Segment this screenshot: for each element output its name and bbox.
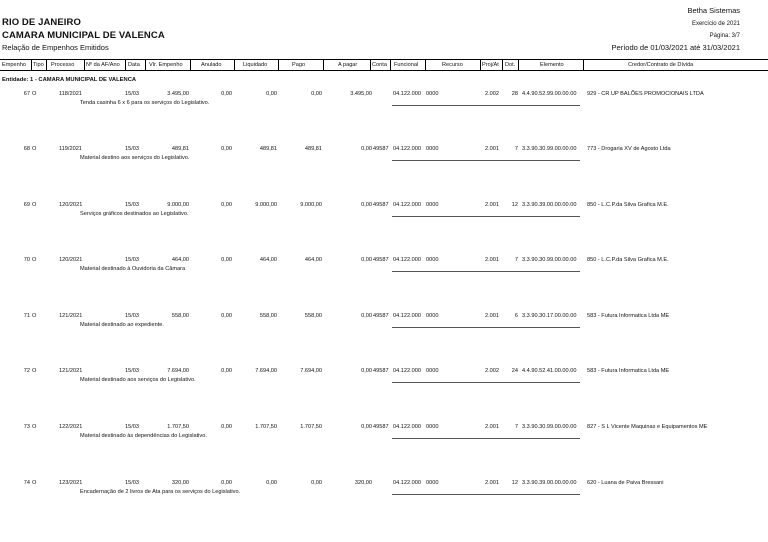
col-separator (583, 60, 584, 70)
table-row (0, 368, 768, 392)
cell-elemento: 3.3.90.30.17.00.00.00 (522, 313, 577, 319)
cell-projat: 2.002 (485, 91, 499, 97)
cell-apagar: 320,00 (354, 480, 372, 486)
cell-conta: 49587 (373, 424, 389, 430)
col-separator (480, 60, 481, 70)
cell-processo: 121/2021 (59, 368, 83, 374)
cell-recurso: 0000 (426, 368, 439, 374)
cell-credor: 620 - Luana de Paiva Bressani (587, 480, 664, 486)
cell-pago: 0,00 (311, 91, 322, 97)
cell-processo: 120/2021 (59, 257, 83, 263)
cell-empenho: 74 (23, 480, 30, 486)
row-description: Encadernação de 2 livros de Ata para os serviços do Legislativo. (80, 488, 241, 495)
col-header-valor: Vlr. Empenho (149, 61, 183, 68)
cell-conta: 49587 (373, 368, 389, 374)
table-row (0, 257, 768, 281)
cell-liquidado: 0,00 (266, 91, 277, 97)
cell-projat: 2.001 (485, 424, 499, 430)
cell-liquidado: 7.694,00 (255, 368, 277, 374)
org-line-1: RIO DE JANEIRO (2, 17, 81, 28)
col-header-dot: Dot. (505, 61, 516, 68)
report-title: Relação de Empenhos Emitidos (2, 43, 109, 52)
cell-elemento: 4.4.90.52.41.00.00.00 (522, 368, 577, 374)
cell-funcional: 04.122.000 (393, 368, 421, 374)
cell-apagar: 3.495,00 (350, 91, 372, 97)
col-separator (31, 60, 32, 70)
col-header-pago: Pago (292, 61, 306, 68)
cell-apagar: 0,00 (361, 313, 372, 319)
cell-empenho: 69 (23, 202, 30, 208)
row-underline (392, 160, 580, 161)
cell-projat: 2.001 (485, 202, 499, 208)
cell-conta: 49587 (373, 146, 389, 152)
cell-valor: 9.000,00 (167, 202, 189, 208)
header-bottom-rule (0, 70, 768, 71)
col-header-af-ano: Nº da AF/Ano (86, 61, 120, 68)
cell-funcional: 04.122.000 (393, 146, 421, 152)
row-underline (392, 216, 580, 217)
col-separator (390, 60, 391, 70)
cell-projat: 2.001 (485, 480, 499, 486)
row-description: Serviços gráficos destinados ao Legislativo. (80, 210, 189, 217)
cell-anulado: 0,00 (221, 313, 232, 319)
col-separator (84, 60, 85, 70)
cell-tipo: O (32, 313, 37, 319)
cell-credor: 850 - L.C.P.da Silva Grafica M.E. (587, 257, 669, 263)
cell-liquidado: 9.000,00 (255, 202, 277, 208)
col-header-funcional: Funcional (394, 61, 419, 68)
cell-credor: 850 - L.C.P.da Silva Grafica M.E. (587, 202, 669, 208)
cell-empenho: 68 (23, 146, 30, 152)
table-row (0, 313, 768, 337)
cell-tipo: O (32, 91, 37, 97)
col-separator (278, 60, 279, 70)
cell-dot: 6 (514, 313, 518, 319)
cell-anulado: 0,00 (221, 480, 232, 486)
cell-credor: 773 - Drogaria XV de Agosto Ltda (587, 146, 671, 152)
page-number: Página: 3/7 (709, 33, 740, 39)
table-row (0, 146, 768, 170)
cell-valor: 558,00 (171, 313, 189, 319)
cell-valor: 464,00 (171, 257, 189, 263)
cell-funcional: 04.122.000 (393, 480, 421, 486)
cell-apagar: 0,00 (361, 424, 372, 430)
col-separator (125, 60, 126, 70)
entity-label: Entidade: 1 - CAMARA MUNICIPAL DE VALENCA (2, 77, 137, 83)
cell-elemento: 3.3.90.30.99.00.00.00 (522, 424, 577, 430)
cell-credor: 929 - CR UP BALÕES PROMOCIONAIS LTDA (587, 91, 704, 97)
cell-projat: 2.001 (485, 313, 499, 319)
row-underline (392, 382, 580, 383)
cell-funcional: 04.122.000 (393, 91, 421, 97)
col-separator (190, 60, 191, 70)
cell-funcional: 04.122.000 (393, 202, 421, 208)
org-line-2: CAMARA MUNICIPAL DE VALENCA (2, 30, 165, 41)
cell-dot: 24 (511, 368, 518, 374)
cell-liquidado: 489,81 (259, 146, 277, 152)
col-header-recurso: Recurso (442, 61, 463, 68)
row-description: Material destinado ao expediente. (80, 321, 164, 328)
cell-recurso: 0000 (426, 313, 439, 319)
cell-empenho: 72 (23, 368, 30, 374)
cell-credor: 583 - Futura Informatica Ltda ME (587, 313, 670, 319)
cell-recurso: 0000 (426, 257, 439, 263)
row-underline (392, 494, 580, 495)
cell-pago: 7.694,00 (300, 368, 322, 374)
row-description: Material destinado às dependências do Legislativo. (80, 432, 207, 439)
col-separator (46, 60, 47, 70)
cell-credor: 583 - Futura Informatica Ltda ME (587, 368, 670, 374)
vendor-name: Betha Sistemas (687, 6, 740, 15)
cell-processo: 119/2021 (59, 146, 82, 152)
col-header-credor: Credor/Contrato de Dívida (628, 61, 694, 68)
cell-apagar: 0,00 (361, 146, 372, 152)
cell-pago: 9.000,00 (300, 202, 322, 208)
cell-dot: 28 (511, 91, 518, 97)
cell-processo: 120/2021 (59, 202, 83, 208)
cell-tipo: O (32, 202, 37, 208)
cell-anulado: 0,00 (221, 202, 232, 208)
cell-empenho: 73 (23, 424, 30, 430)
cell-data: 15/03 (125, 91, 139, 97)
cell-dot: 12 (511, 202, 518, 208)
cell-recurso: 0000 (426, 424, 439, 430)
cell-anulado: 0,00 (221, 257, 232, 263)
table-row (0, 424, 768, 448)
col-separator (518, 60, 519, 70)
cell-anulado: 0,00 (221, 91, 232, 97)
cell-valor: 7.694,00 (167, 368, 189, 374)
col-header-empenho: Empenho (2, 61, 26, 68)
cell-empenho: 67 (23, 91, 30, 97)
row-description: Material destino aos serviços do Legislativo. (80, 154, 190, 161)
cell-liquidado: 0,00 (266, 480, 277, 486)
cell-tipo: O (32, 424, 37, 430)
cell-conta: 49587 (373, 202, 389, 208)
exercise-label: Exercício de 2021 (691, 21, 740, 27)
col-header-projat: Proj/At (482, 61, 499, 68)
row-underline (392, 105, 580, 106)
cell-data: 15/03 (125, 257, 139, 263)
cell-liquidado: 1.707,50 (255, 424, 277, 430)
cell-funcional: 04.122.000 (393, 424, 421, 430)
cell-projat: 2.001 (485, 146, 499, 152)
cell-apagar: 0,00 (361, 368, 372, 374)
cell-funcional: 04.122.000 (393, 257, 421, 263)
cell-dot: 7 (514, 146, 518, 152)
col-header-anulado: Anulado (201, 61, 222, 68)
cell-elemento: 3.3.90.39.00.00.00.00 (522, 202, 577, 208)
cell-recurso: 0000 (426, 202, 439, 208)
cell-data: 15/03 (125, 368, 139, 374)
col-separator (502, 60, 503, 70)
row-description: Material destinado à Ouvidoria da Câmara (80, 265, 186, 272)
cell-anulado: 0,00 (221, 146, 232, 152)
cell-tipo: O (32, 368, 37, 374)
col-header-elemento: Elemento (540, 61, 564, 68)
cell-anulado: 0,00 (221, 368, 232, 374)
cell-empenho: 71 (23, 313, 30, 319)
cell-data: 15/03 (125, 202, 139, 208)
col-separator (234, 60, 235, 70)
cell-tipo: O (32, 480, 37, 486)
cell-processo: 121/2021 (59, 313, 83, 319)
col-header-data: Data (128, 61, 140, 68)
row-description: Tenda casinha 6 x 6 para os serviços do Legislativo. (80, 99, 210, 106)
cell-conta: 49587 (373, 313, 389, 319)
cell-recurso: 0000 (426, 146, 439, 152)
table-row (0, 91, 768, 115)
table-row (0, 202, 768, 226)
col-separator (425, 60, 426, 70)
cell-processo: 123/2021 (59, 480, 83, 486)
cell-valor: 489,81 (171, 146, 189, 152)
cell-pago: 558,00 (304, 313, 322, 319)
cell-apagar: 0,00 (361, 202, 372, 208)
col-header-processo: Processo (51, 61, 75, 68)
cell-pago: 464,00 (304, 257, 322, 263)
col-header-conta: Conta (372, 61, 387, 68)
cell-recurso: 0000 (426, 91, 439, 97)
col-header-tipo: Tipo (33, 61, 44, 68)
row-underline (392, 271, 580, 272)
cell-funcional: 04.122.000 (393, 313, 421, 319)
cell-data: 15/03 (125, 313, 139, 319)
cell-empenho: 70 (23, 257, 30, 263)
cell-elemento: 3.3.90.39.00.00.00.00 (522, 480, 577, 486)
col-separator (145, 60, 146, 70)
col-separator (323, 60, 324, 70)
cell-projat: 2.001 (485, 257, 499, 263)
cell-tipo: O (32, 257, 37, 263)
cell-processo: 118/2021 (59, 91, 82, 97)
cell-valor: 3.495,00 (167, 91, 189, 97)
cell-processo: 122/2021 (59, 424, 83, 430)
cell-pago: 1.707,50 (300, 424, 322, 430)
cell-data: 15/03 (125, 146, 139, 152)
cell-liquidado: 558,00 (259, 313, 277, 319)
cell-conta: 49587 (373, 257, 389, 263)
cell-dot: 7 (514, 257, 518, 263)
cell-elemento: 3.3.90.30.99.00.00.00 (522, 146, 577, 152)
header-top-rule (0, 59, 768, 60)
cell-valor: 1.707,50 (167, 424, 189, 430)
report-period: Período de 01/03/2021 até 31/03/2021 (611, 43, 740, 52)
cell-apagar: 0,00 (361, 257, 372, 263)
cell-projat: 2.002 (485, 368, 499, 374)
cell-pago: 489,81 (304, 146, 322, 152)
cell-credor: 827 - S L Vicente Maquinas e Equipamentos ME (587, 424, 708, 430)
cell-valor: 320,00 (171, 480, 189, 486)
cell-elemento: 3.3.90.30.99.00.00.00 (522, 257, 577, 263)
row-underline (392, 438, 580, 439)
cell-liquidado: 464,00 (259, 257, 277, 263)
table-row (0, 480, 768, 504)
cell-dot: 12 (511, 480, 518, 486)
row-description: Material destinado aos serviços do Legislativo. (80, 376, 196, 383)
cell-data: 15/03 (125, 424, 139, 430)
cell-pago: 0,00 (311, 480, 322, 486)
cell-elemento: 4.4.90.52.99.00.00.00 (522, 91, 577, 97)
cell-dot: 7 (514, 424, 518, 430)
col-separator (370, 60, 371, 70)
cell-anulado: 0,00 (221, 424, 232, 430)
col-header-liquidado: Liquidado (243, 61, 268, 68)
cell-recurso: 0000 (426, 480, 439, 486)
cell-data: 15/03 (125, 480, 139, 486)
cell-tipo: O (32, 146, 37, 152)
col-header-apagar: A pagar (338, 61, 358, 68)
row-underline (392, 327, 580, 328)
